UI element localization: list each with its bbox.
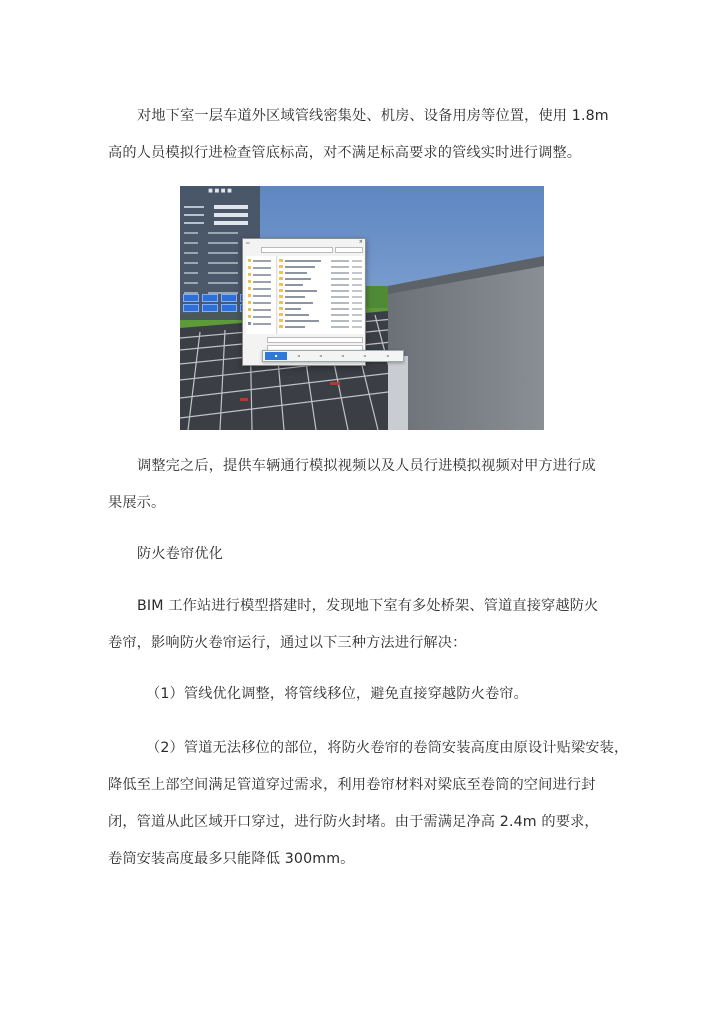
folder-icon <box>279 307 283 310</box>
folder-icon <box>279 301 283 304</box>
panel-button[interactable] <box>221 294 237 302</box>
file-row[interactable] <box>279 283 363 287</box>
text-line: 高的人员模拟行进检查管底标高，对不满足标高要求的管线实时进行调整。 <box>108 145 582 161</box>
file-row[interactable] <box>279 301 363 305</box>
panel-button[interactable] <box>221 304 237 312</box>
text-line: BIM 工作站进行模型搭建时，发现地下室有多处桥架、管道直接穿越防火 <box>137 598 599 614</box>
folder-icon <box>248 259 251 262</box>
folder-icon <box>248 301 251 304</box>
panel-row <box>184 204 256 211</box>
toolbar-button[interactable]: ▫ <box>297 353 301 358</box>
folder-icon <box>279 271 283 274</box>
folder-icon <box>279 277 283 280</box>
panel-button[interactable] <box>183 304 199 312</box>
paragraph-simulation-video <box>108 448 620 522</box>
file-row[interactable] <box>279 313 363 317</box>
panel-button[interactable] <box>202 304 218 312</box>
text-line: 果展示。 <box>108 495 166 511</box>
file-row[interactable] <box>279 259 363 263</box>
panel-row <box>184 196 256 203</box>
toolbar-button[interactable]: ▫ <box>386 353 390 358</box>
paragraph-bim-workstation <box>108 588 620 662</box>
close-icon[interactable]: × <box>358 239 363 245</box>
folder-icon <box>279 265 283 268</box>
panel-row <box>184 222 256 229</box>
save-file-dialog <box>242 238 366 366</box>
folder-icon <box>248 294 251 297</box>
nav-item[interactable] <box>248 259 275 263</box>
bim-screenshot-figure <box>180 186 544 430</box>
folder-icon <box>279 319 283 322</box>
address-bar[interactable] <box>261 247 333 253</box>
section-heading <box>108 536 620 573</box>
nav-item[interactable] <box>248 280 275 284</box>
text-line: 降低至上部空间满足管道穿过需求，利用卷帘材料对梁底至卷筒的空间进行封 <box>108 777 596 793</box>
nav-item[interactable] <box>248 294 275 298</box>
file-row[interactable] <box>279 325 363 329</box>
folder-icon <box>248 266 251 269</box>
folder-icon <box>279 325 283 328</box>
file-row[interactable] <box>279 319 363 323</box>
text-line: 卷筒安装高度最多只能降低 300mm。 <box>108 851 355 867</box>
file-row[interactable] <box>279 271 363 275</box>
toolbar-button[interactable]: ▫ <box>319 353 323 358</box>
text-line: 防火卷帘优化 <box>137 546 224 562</box>
panel-row <box>184 212 256 219</box>
view-toolbar <box>262 350 404 362</box>
toolbar-button[interactable]: ▪ <box>265 352 287 360</box>
folder-icon <box>279 289 283 292</box>
panel-button[interactable] <box>202 294 218 302</box>
folder-icon <box>279 259 283 262</box>
file-row[interactable] <box>279 277 363 281</box>
toolbar-button[interactable]: ▫ <box>363 353 367 358</box>
file-row[interactable] <box>279 265 363 269</box>
nav-item[interactable] <box>248 322 275 326</box>
folder-icon <box>248 280 251 283</box>
nav-item[interactable] <box>248 315 275 319</box>
folder-icon <box>248 287 251 290</box>
folder-icon <box>279 283 283 286</box>
paragraph-mockup-check <box>108 98 620 172</box>
folder-icon <box>248 315 251 318</box>
file-row[interactable] <box>279 289 363 293</box>
text-line: （2）管道无法移位的部位，将防火卷帘的卷筒安装高度由原设计贴梁安装， <box>146 740 629 756</box>
text-line: 调整完之后，提供车辆通行模拟视频以及人员行进模拟视频对甲方进行成 <box>137 458 596 474</box>
panel-button[interactable] <box>183 294 199 302</box>
paragraph-method-2 <box>108 730 629 878</box>
paragraph-method-1 <box>108 676 620 713</box>
file-row[interactable] <box>279 295 363 299</box>
folder-icon <box>248 273 251 276</box>
text-line: 闭，管道从此区域开口穿过，进行防火封堵。由于需满足净高 2.4m 的要求， <box>108 814 599 830</box>
folder-icon <box>279 295 283 298</box>
nav-item[interactable] <box>248 273 275 277</box>
text-line: 对地下室一层车道外区域管线密集处、机房、设备用房等位置，使用 1.8m <box>137 108 609 124</box>
folder-icon <box>279 313 283 316</box>
navigation-pane <box>246 256 277 334</box>
nav-item[interactable] <box>248 308 275 312</box>
nav-item[interactable] <box>248 301 275 305</box>
filename-field[interactable] <box>267 337 363 343</box>
file-list <box>278 256 364 334</box>
nav-item[interactable] <box>248 287 275 291</box>
drive-icon <box>248 322 251 325</box>
panel-title: ■ ■ ■ ■ <box>208 188 232 194</box>
toolbar-button[interactable]: ▫ <box>341 353 345 358</box>
text-line: （1）管线优化调整，将管线移位，避免直接穿越防火卷帘。 <box>146 686 528 702</box>
text-line: 卷帘，影响防火卷帘运行，通过以下三种方法进行解决： <box>108 635 467 651</box>
file-row[interactable] <box>279 307 363 311</box>
nav-item[interactable] <box>248 266 275 270</box>
dialog-title: ▭ <box>246 240 250 245</box>
folder-icon <box>248 308 251 311</box>
search-input[interactable] <box>335 247 363 253</box>
